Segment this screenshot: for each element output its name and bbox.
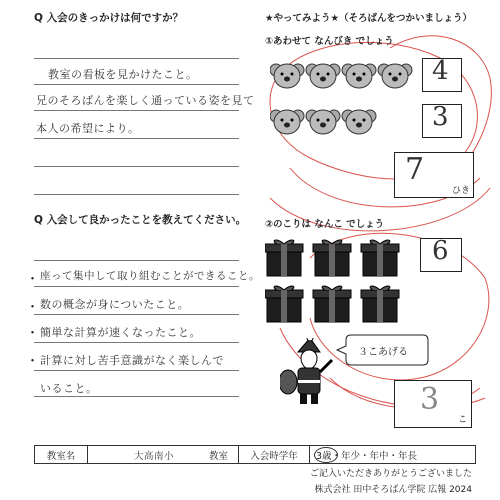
answer-line	[34, 138, 239, 139]
classroom-label: 教室名	[35, 446, 88, 463]
answer-2-line-4: 計算に対し苦手意識がなく楽しんで	[40, 354, 224, 367]
koala-row-2	[270, 106, 385, 138]
answer-row-2: 3	[432, 102, 449, 132]
answer-line	[34, 286, 239, 287]
classroom-suffix: 教室	[208, 450, 228, 462]
publisher-text: 株式会社 田中そろばん学院 広報 2024	[314, 485, 472, 495]
exercise-header: ★やってみよう★（そろばんをつかいましょう）	[265, 13, 473, 24]
exercise-2-title: ②のこりは なんこ でしょう	[265, 219, 385, 230]
answer-line	[34, 84, 239, 85]
grade-label: 入会時学年	[239, 446, 310, 463]
bullet: ・	[26, 354, 40, 369]
answer-line	[34, 260, 239, 261]
santa-illustration	[280, 338, 340, 406]
answer-count: 6	[432, 236, 449, 266]
answer-line	[34, 342, 239, 343]
answer-line	[34, 194, 239, 195]
answer-row-1: 4	[432, 56, 449, 86]
question-2: Q 入会して良かったことを教えてください。	[34, 214, 247, 226]
speech-text: ３こあげる	[358, 347, 408, 358]
unit-ko: こ	[458, 415, 468, 425]
answer-1-line-2: 兄のそろばんを楽しく通っている姿を見て	[36, 94, 255, 107]
grade-options: 3歳・年少・年中・年長	[316, 450, 418, 462]
bullet: ・	[26, 300, 40, 315]
answer-remaining: 3	[420, 382, 440, 417]
grade-options-cell	[310, 446, 475, 463]
bullet: ・	[26, 326, 40, 341]
grade-selected-circle	[314, 447, 338, 463]
bullet: ・	[26, 272, 40, 287]
answer-2-line-5: いること。	[40, 382, 98, 395]
gift-boxes	[265, 238, 415, 328]
thanks-text: ご記入いただきありがとうございました	[309, 469, 472, 479]
classroom-cell	[88, 446, 239, 463]
classroom-value: 大高南小	[134, 450, 175, 462]
koala-row-1	[270, 60, 420, 92]
question-1: Q 入会のきっかけは何ですか？	[34, 12, 184, 24]
answer-line	[34, 166, 239, 167]
answer-2-line-2: 数の概念が身についたこと。	[40, 298, 190, 311]
answer-line	[34, 314, 239, 315]
answer-2-line-3: 簡単な計算が速くなったこと。	[40, 326, 201, 339]
exercise-1-title: ①あわせて なんびき でしょう	[265, 36, 394, 47]
unit-hiki: ひき	[452, 186, 471, 196]
answer-2-line-1: 座って集中して取り組むことができること。	[40, 270, 260, 282]
answer-line	[34, 396, 239, 397]
answer-line	[34, 370, 239, 371]
answer-line	[34, 110, 239, 111]
info-table	[34, 445, 476, 464]
answer-line	[34, 58, 239, 59]
answer-total: 7	[405, 152, 425, 187]
answer-1-line-1: 教室の看板を見かけたこと。	[48, 68, 198, 81]
answer-1-line-3: 本人の希望により。	[36, 122, 140, 135]
